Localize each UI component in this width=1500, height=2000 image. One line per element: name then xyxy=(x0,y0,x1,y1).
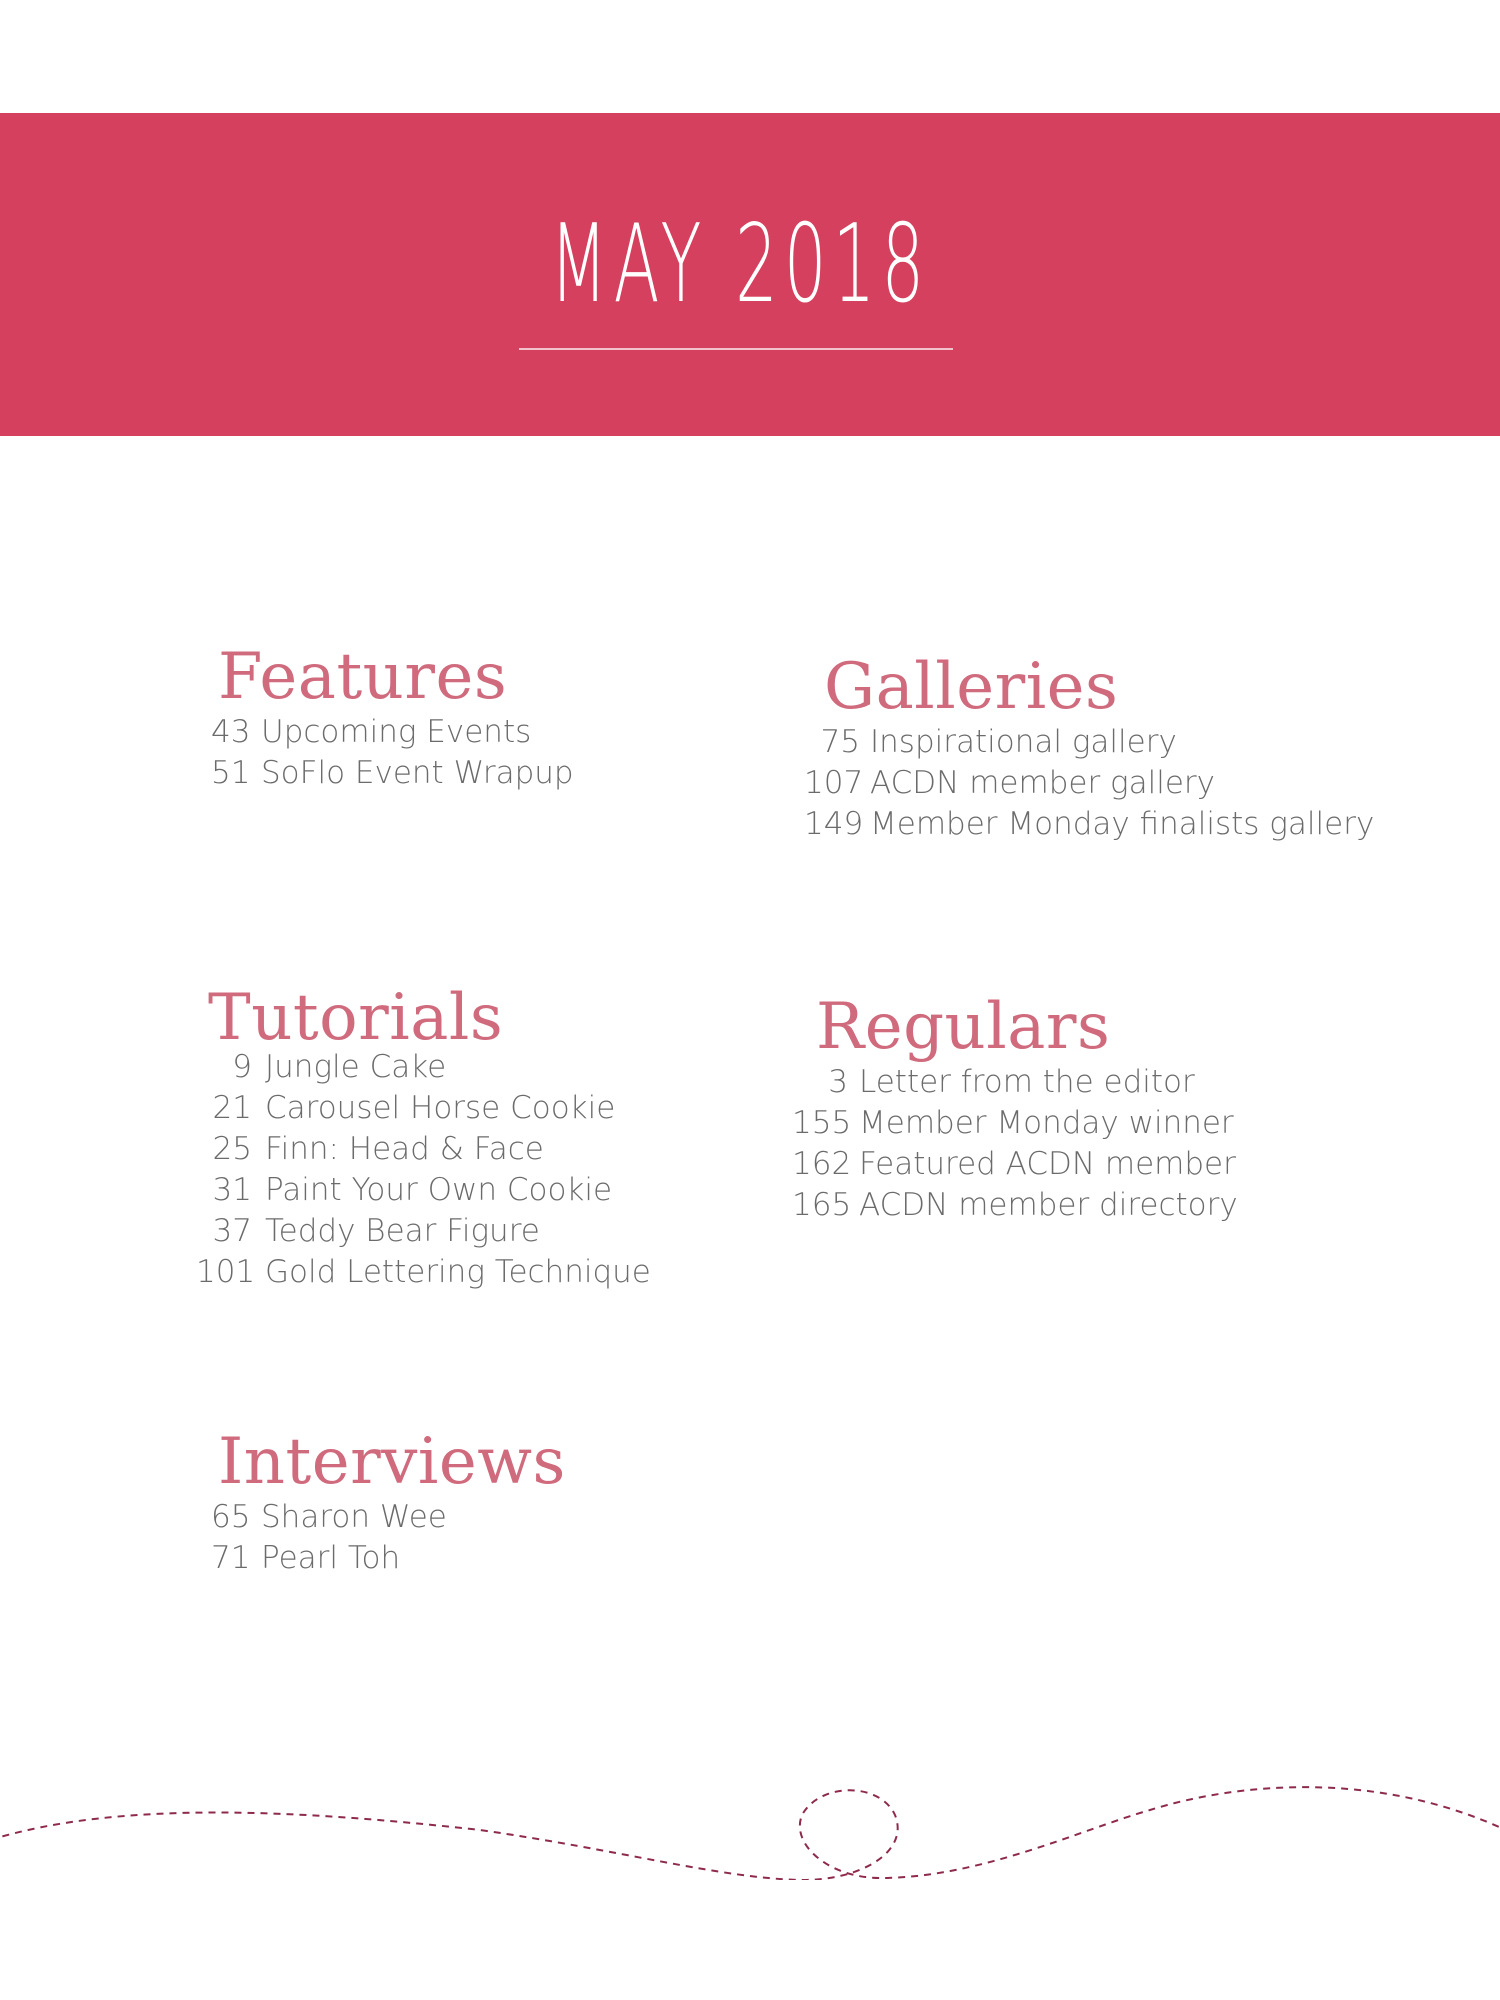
entry-title: Gold Lettering Technique xyxy=(265,1254,651,1290)
entry-title: Teddy Bear Figure xyxy=(265,1213,540,1249)
list-item xyxy=(208,1047,768,1088)
entry-title: ACDN member gallery xyxy=(870,765,1216,801)
page-number: 9 xyxy=(232,1049,252,1085)
entry-title: Carousel Horse Cookie xyxy=(265,1090,616,1126)
list-item xyxy=(208,1129,768,1170)
list-item xyxy=(211,1538,738,1579)
section-regulars xyxy=(792,990,1376,1226)
entry-title: Pearl Toh xyxy=(261,1540,401,1576)
page-number: 165 xyxy=(792,1187,852,1223)
title-underline xyxy=(519,348,953,350)
entry-title: Paint Your Own Cookie xyxy=(265,1172,613,1208)
section-tutorials xyxy=(196,981,768,1293)
entry-title: Finn: Head & Face xyxy=(265,1131,544,1167)
entry-title: Letter from the editor xyxy=(859,1064,1195,1100)
page-number: 107 xyxy=(804,765,864,801)
page-number: 31 xyxy=(212,1172,252,1208)
list-item xyxy=(211,753,738,794)
page-number: 3 xyxy=(828,1064,848,1100)
page-number: 25 xyxy=(212,1131,252,1167)
section-interviews xyxy=(211,1425,738,1579)
list-item xyxy=(208,1088,768,1129)
page-number: 51 xyxy=(211,755,251,791)
entry-title: Sharon Wee xyxy=(261,1499,447,1535)
page-number: 75 xyxy=(820,724,860,760)
section-heading-regulars: Regulars xyxy=(816,990,1111,1064)
list-item xyxy=(792,1144,1376,1185)
page-number: 65 xyxy=(211,1499,251,1535)
entry-title: Jungle Cake xyxy=(265,1049,447,1085)
entry-title: Member Monday winner xyxy=(859,1105,1234,1141)
section-heading-interviews: Interviews xyxy=(218,1425,566,1499)
page-number: 71 xyxy=(211,1540,251,1576)
page-number: 149 xyxy=(804,806,864,842)
list-item xyxy=(816,1062,1376,1103)
list-item xyxy=(792,1185,1376,1226)
entry-title: Member Monday finalists gallery xyxy=(870,806,1375,842)
section-heading-tutorials: Tutorials xyxy=(208,981,504,1055)
page-number: 101 xyxy=(196,1254,256,1290)
entry-title: Inspirational gallery xyxy=(870,724,1177,760)
list-item xyxy=(211,712,738,753)
page-number: 21 xyxy=(212,1090,252,1126)
issue-title: MAY 2018 xyxy=(549,202,931,327)
list-item xyxy=(804,763,1384,804)
entry-title: Upcoming Events xyxy=(261,714,532,750)
page-number: 37 xyxy=(212,1213,252,1249)
section-heading-galleries: Galleries xyxy=(824,650,1119,724)
dashed-loop-divider-icon xyxy=(0,1760,1500,1880)
entry-title: SoFlo Event Wrapup xyxy=(261,755,574,791)
list-item xyxy=(804,804,1384,845)
page-number: 162 xyxy=(792,1146,852,1182)
list-item xyxy=(211,1497,738,1538)
page-number: 155 xyxy=(792,1105,852,1141)
page-number: 43 xyxy=(211,714,251,750)
list-item xyxy=(792,1103,1376,1144)
section-heading-features: Features xyxy=(218,640,508,714)
list-item xyxy=(208,1211,768,1252)
list-item xyxy=(196,1252,768,1293)
list-item xyxy=(208,1170,768,1211)
entry-title: ACDN member directory xyxy=(859,1187,1238,1223)
section-features xyxy=(211,640,738,794)
entry-title: Featured ACDN member xyxy=(859,1146,1236,1182)
section-galleries xyxy=(804,650,1384,845)
list-item xyxy=(820,722,1384,763)
